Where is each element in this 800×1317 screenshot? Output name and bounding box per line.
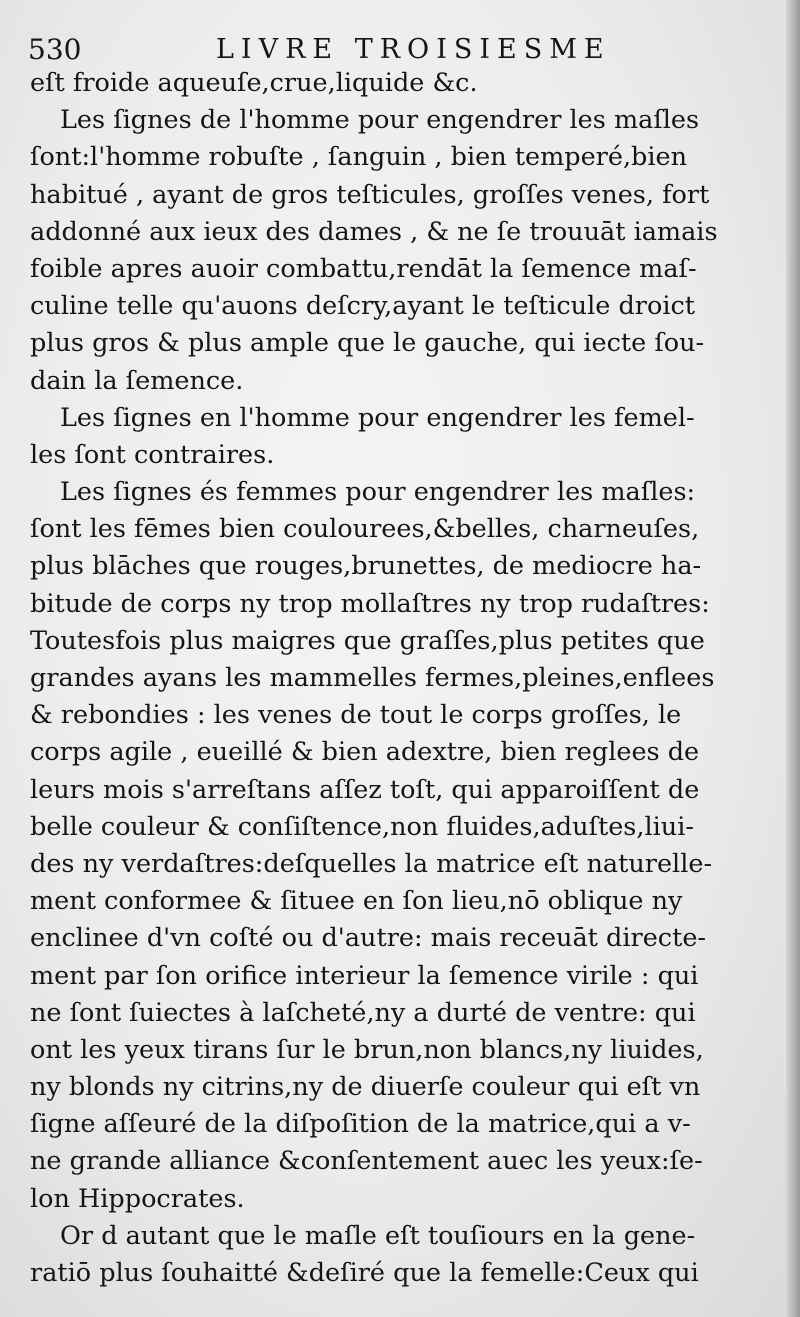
page-header — [28, 30, 768, 70]
text-line: dain la ſemence. — [30, 365, 244, 396]
text-line: leurs mois s'arreſtans aſſez toſt, qui apparoiſſent de — [30, 774, 700, 805]
text-line: plus blāches que rouges,brunettes, de mediocre ha- — [30, 551, 702, 582]
text-line: culine telle qu'auons deſcry,ayant le teſticule droict — [30, 291, 696, 322]
text-line: & rebondies : les venes de tout le corps groſſes, le — [30, 700, 682, 731]
text-line: Les ſignes de l'homme pour engendrer les maſles — [60, 105, 700, 136]
text-line: eſt froide aqueuſe,crue,liquide &c. — [30, 68, 478, 98]
running-title: LIVRE TROISIESME — [216, 34, 611, 65]
page-body-text — [30, 65, 775, 1292]
text-line: belle couleur & conſiſtence,non fluides,aduſtes,liui- — [30, 811, 694, 842]
text-line: grandes ayans les mammelles fermes,pleines,enflees — [30, 663, 715, 693]
text-line: Les ſignes en l'homme pour engendrer les femel- — [60, 402, 695, 433]
text-line: ſont:l'homme robuſte , ſanguin , bien temperé,bien — [30, 142, 688, 173]
text-line: habitué , ayant de gros teſticules, groſſes venes, fort — [30, 179, 710, 210]
text-line: ment conformee & ſituee en ſon lieu,nō oblique ny — [30, 886, 683, 917]
text-line: foible apres auoir combattu,rendāt la ſemence maſ- — [30, 253, 697, 284]
text-line: lon Hippocrates. — [30, 1183, 245, 1214]
text-line: les ſont contraires. — [30, 439, 275, 470]
page-gutter-shadow — [786, 0, 800, 1317]
text-line: ne ſont ſuiectes à laſcheté,ny a durté de ventre: qui — [30, 997, 696, 1028]
text-line: des ny verdaſtres:deſquelles la matrice eſt naturelle- — [30, 848, 713, 879]
text-line: bitude de corps ny trop mollaſtres ny trop rudaſtres: — [30, 588, 710, 619]
text-line: plus gros & plus ample que le gauche, qui iecte ſou- — [30, 328, 705, 359]
text-line: ſont les fēmes bien coulourees,&belles, charneuſes, — [30, 514, 700, 545]
text-line: ont les yeux tirans ſur le brun,non blancs,ny liuides, — [30, 1034, 704, 1065]
text-line: Or d autant que le maſle eſt touſiours en la gene- — [60, 1220, 696, 1251]
text-line: ratiō plus ſouhaitté &deſiré que la femelle:Ceux qui — [30, 1258, 699, 1288]
page-number: 530 — [28, 33, 82, 66]
text-line: ſigne aſſeuré de la diſpoſition de la matrice,qui a v- — [30, 1109, 691, 1140]
text-line: ment par ſon orifice interieur la ſemence virile : qui — [30, 960, 699, 991]
text-line: enclinee d'vn coſté ou d'autre: mais receuāt directe- — [30, 923, 707, 954]
text-line: ny blonds ny citrins,ny de diuerſe couleur qui eſt vn — [30, 1072, 701, 1103]
text-line: ne grande alliance &conſentement auec les yeux:ſe- — [30, 1146, 703, 1177]
text-line: Toutesfois plus maigres que graſſes,plus petites que — [30, 625, 705, 656]
text-line: addonné aux ieux des dames , & ne ſe trouuāt iamais — [30, 216, 718, 247]
text-line: corps agile , eueillé & bien adextre, bien reglees de — [30, 737, 700, 768]
text-line: Les ſignes és femmes pour engendrer les maſles: — [60, 477, 696, 508]
